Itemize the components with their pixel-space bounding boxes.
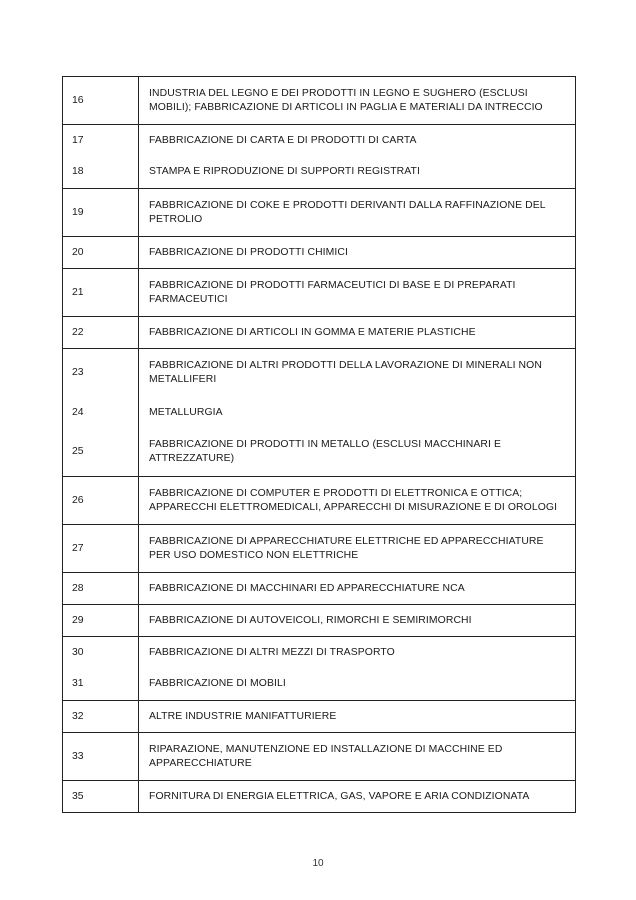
row-code: 23	[63, 349, 139, 397]
row-code: 20	[63, 237, 139, 269]
row-description: STAMPA E RIPRODUZIONE DI SUPPORTI REGISTRATI	[139, 157, 576, 189]
row-description: INDUSTRIA DEL LEGNO E DEI PRODOTTI IN LEGNO E SUGHERO (ESCLUSI MOBILI); FABBRICAZIONE DI ARTICOLI IN PAGLIA E MATERIALI DA INTRECCIO	[139, 77, 576, 125]
row-code: 26	[63, 477, 139, 525]
row-description: FABBRICAZIONE DI AUTOVEICOLI, RIMORCHI E SEMIRIMORCHI	[139, 605, 576, 637]
table-row	[63, 237, 576, 269]
row-code: 19	[63, 189, 139, 237]
table-row	[63, 637, 576, 669]
row-description: FABBRICAZIONE DI COKE E PRODOTTI DERIVANTI DALLA RAFFINAZIONE DEL PETROLIO	[139, 189, 576, 237]
row-description: ALTRE INDUSTRIE MANIFATTURIERE	[139, 701, 576, 733]
row-code: 29	[63, 605, 139, 637]
row-code: 16	[63, 77, 139, 125]
row-description: METALLURGIA	[139, 397, 576, 429]
table-row	[63, 573, 576, 605]
page-number: 10	[312, 858, 324, 869]
row-description: FABBRICAZIONE DI MACCHINARI ED APPARECCHIATURE NCA	[139, 573, 576, 605]
table-row	[63, 317, 576, 349]
row-description: RIPARAZIONE, MANUTENZIONE ED INSTALLAZIONE DI MACCHINE ED APPARECCHIATURE	[139, 733, 576, 781]
table-row	[63, 781, 576, 813]
ateco-codes-table	[62, 76, 576, 813]
row-code: 22	[63, 317, 139, 349]
row-code: 21	[63, 269, 139, 317]
table-row	[63, 733, 576, 781]
table-row	[63, 477, 576, 525]
table-row	[63, 701, 576, 733]
row-description: FABBRICAZIONE DI PRODOTTI CHIMICI	[139, 237, 576, 269]
row-code: 35	[63, 781, 139, 813]
table-row	[63, 397, 576, 429]
row-description: FABBRICAZIONE DI ALTRI MEZZI DI TRASPORTO	[139, 637, 576, 669]
row-description: FABBRICAZIONE DI MOBILI	[139, 669, 576, 701]
table-row	[63, 605, 576, 637]
table-row	[63, 429, 576, 477]
row-code: 28	[63, 573, 139, 605]
table-row	[63, 349, 576, 397]
row-description: FABBRICAZIONE DI CARTA E DI PRODOTTI DI CARTA	[139, 125, 576, 157]
table-row	[63, 157, 576, 189]
table-row	[63, 269, 576, 317]
row-description: FABBRICAZIONE DI ALTRI PRODOTTI DELLA LAVORAZIONE DI MINERALI NON METALLIFERI	[139, 349, 576, 397]
table-row	[63, 525, 576, 573]
row-description: FABBRICAZIONE DI PRODOTTI IN METALLO (ESCLUSI MACCHINARI E ATTREZZATURE)	[139, 429, 576, 477]
row-description: FABBRICAZIONE DI APPARECCHIATURE ELETTRICHE ED APPARECCHIATURE PER USO DOMESTICO NON ELETTRICHE	[139, 525, 576, 573]
table-row	[63, 77, 576, 125]
row-description: FABBRICAZIONE DI PRODOTTI FARMACEUTICI DI BASE E DI PREPARATI FARMACEUTICI	[139, 269, 576, 317]
table-row	[63, 189, 576, 237]
row-code: 17	[63, 125, 139, 157]
row-code: 24	[63, 397, 139, 429]
row-code: 30	[63, 637, 139, 669]
table-row	[63, 669, 576, 701]
row-code: 18	[63, 157, 139, 189]
row-code: 31	[63, 669, 139, 701]
row-code: 27	[63, 525, 139, 573]
row-description: FABBRICAZIONE DI COMPUTER E PRODOTTI DI ELETTRONICA E OTTICA; APPARECCHI ELETTROMEDICALI, APPARECCHI DI MISURAZIONE E DI OROLOGI	[139, 477, 576, 525]
row-code: 33	[63, 733, 139, 781]
row-description: FORNITURA DI ENERGIA ELETTRICA, GAS, VAPORE E ARIA CONDIZIONATA	[139, 781, 576, 813]
table-row	[63, 125, 576, 157]
row-code: 32	[63, 701, 139, 733]
row-description: FABBRICAZIONE DI ARTICOLI IN GOMMA E MATERIE PLASTICHE	[139, 317, 576, 349]
row-code: 25	[63, 429, 139, 477]
